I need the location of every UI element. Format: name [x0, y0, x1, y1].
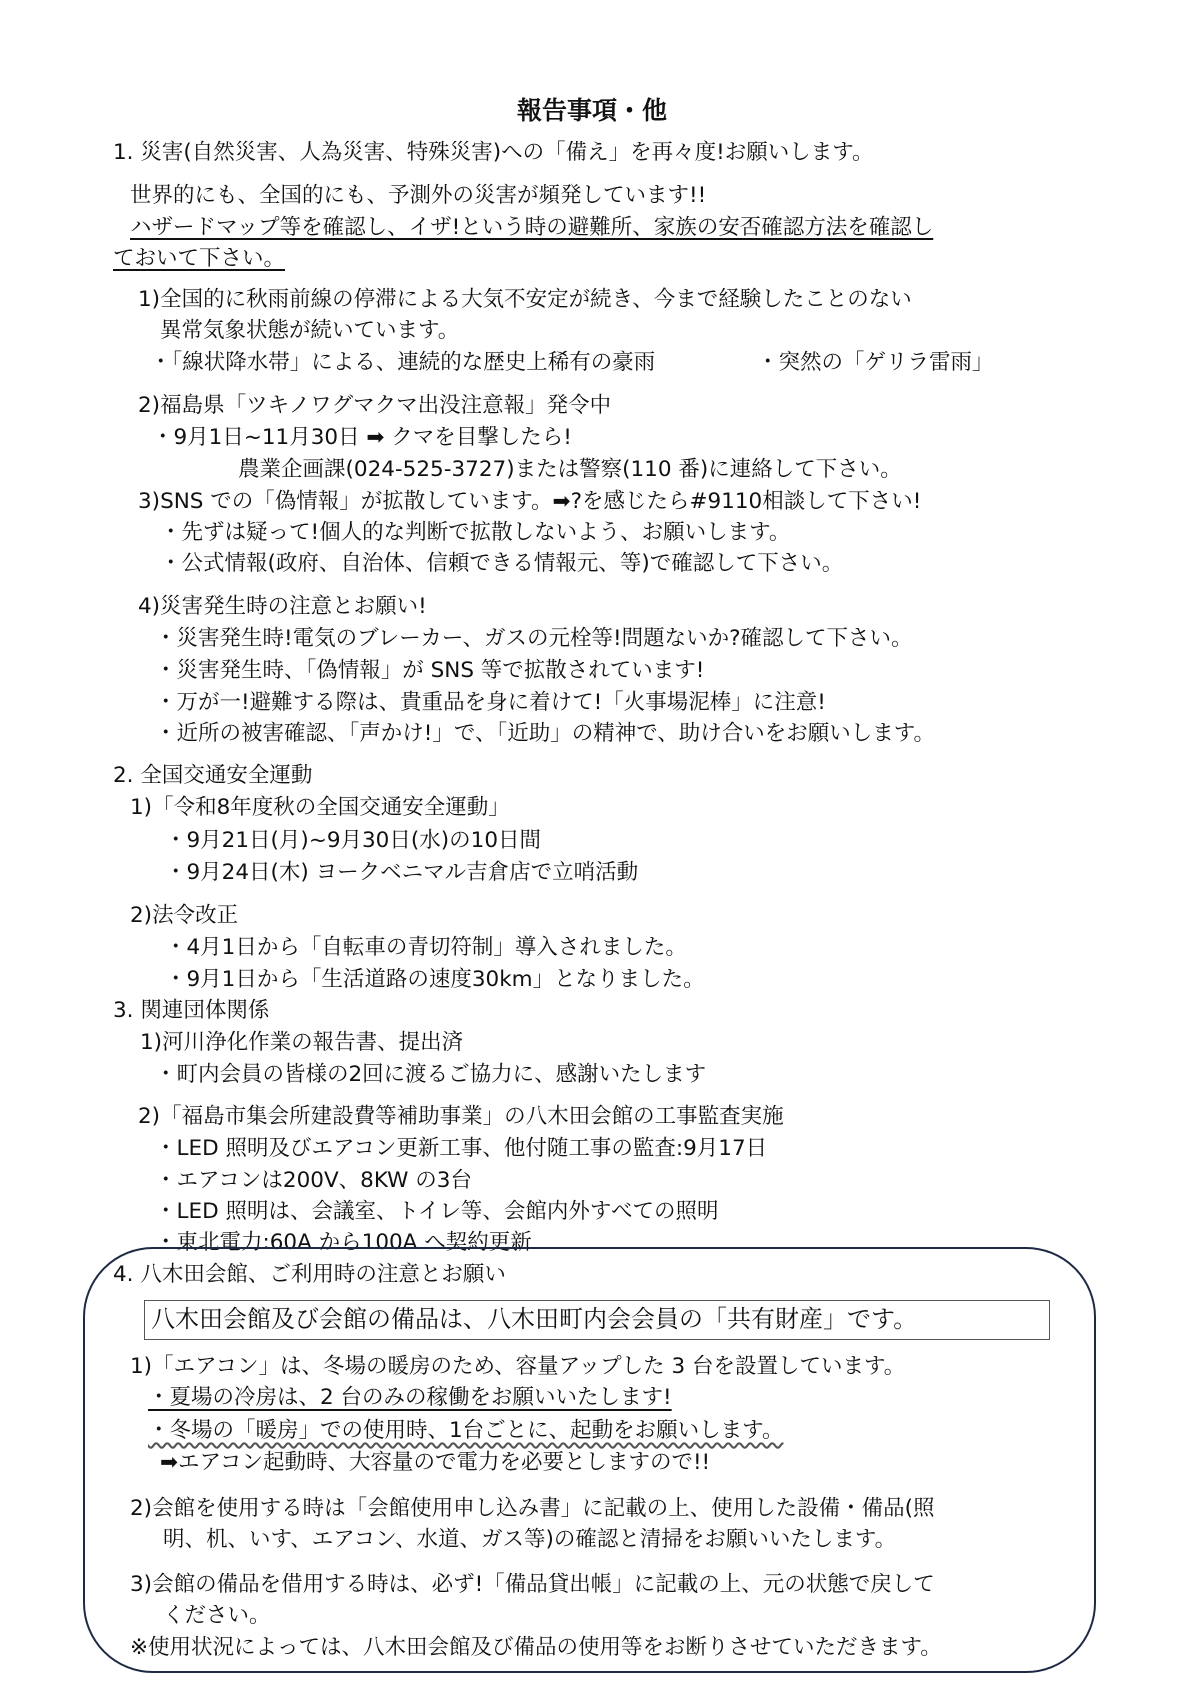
s1-item1-line1: 1)全国的に秋雨前線の停滞による大気不安定が続き、今まで経験したことのない	[138, 287, 912, 312]
s1-item1-bullet1: ・「線状降水帯」による、連続的な歴史上稀有の豪雨	[150, 350, 656, 375]
s2-item2-line1: 2)法令改正	[130, 903, 239, 928]
s1-item3-line1: 3)SNS での「偽情報」が拡散しています。➡?を感じたら#9110相談して下さい!	[138, 489, 922, 514]
s2-item1-bullet2: ・9月24日(木) ヨークベニマル吉倉店で立哨活動	[165, 860, 639, 885]
s1-item2-bullet2: 農業企画課(024-525-3727)または警察(110 番)に連絡して下さい。	[238, 457, 902, 482]
s1-item3-bullet2: ・公式情報(政府、自治体、信頼できる情報元、等)で確認して下さい。	[160, 551, 844, 576]
s1-item4-bullet4: ・近所の被害確認、「声かけ!」で、「近助」の精神で、助け合いをお願いします。	[155, 721, 936, 746]
page-title: 報告事項・他	[517, 96, 668, 125]
s1-item4-bullet3: ・万が一!避難する際は、貴重品を身に着けて!「火事場泥棒」に注意!	[155, 690, 826, 715]
s4-item1-bullet3: ➡エアコン起動時、大容量ので電力を必要としますので!!	[160, 1450, 711, 1475]
s1-item4-bullet2: ・災害発生時、「偽情報」が SNS 等で拡散されています!	[155, 658, 705, 683]
s4-item2-line2: 明、机、いす、エアコン、水道、ガス等)の確認と清掃をお願いいたします。	[163, 1527, 897, 1552]
s1-item4-line1: 4)災害発生時の注意とお願い!	[138, 594, 427, 619]
s2-item2-bullet1: ・4月1日から「自転車の青切符制」導入されました。	[165, 935, 687, 960]
s4-item2-line1: 2)会館を使用する時は「会館使用申し込み書」に記載の上、使用した設備・備品(照	[130, 1496, 935, 1521]
s4-usage-note: ※使用状況によっては、八木田会館及び備品の使用等をお断りさせていただきます。	[130, 1635, 942, 1660]
section-1-heading: 1. 災害(自然災害、人為災害、特殊災害)への「備え」を再々度!お願いします。	[113, 140, 874, 165]
s1-item1-line2: 異常気象状態が続いています。	[160, 318, 460, 343]
s3-item1-bullet1: ・町内会員の皆様の2回に渡るご協力に、感謝いたします	[155, 1062, 707, 1087]
shared-property-notice: 八木田会館及び会館の備品は、八木田町内会会員の「共有財産」です。	[151, 1305, 918, 1333]
section-2-heading: 2. 全国交通安全運動	[113, 763, 313, 788]
s3-item1-line1: 1)河川浄化作業の報告書、提出済	[140, 1030, 464, 1055]
section-1-emphasis-line-2: ておいて下さい。	[113, 246, 286, 271]
s1-item3-bullet1: ・先ずは疑って!個人的な判断で拡散しないよう、お願いします。	[160, 520, 791, 545]
s4-item1-bullet1: ・夏場の冷房は、2 台のみの稼働をお願いいたします!	[148, 1385, 672, 1410]
section-4-heading: 4. 八木田会館、ご利用時の注意とお願い	[113, 1262, 506, 1287]
section-1-emphasis-line-1: ハザードマップ等を確認し、イザ!という時の避難所、家族の安否確認方法を確認し	[130, 215, 934, 240]
s1-item2-bullet1: ・9月1日~11月30日 ➡ クマを目撃したら!	[152, 425, 572, 450]
s4-item1-line1: 1)「エアコン」は、冬場の暖房のため、容量アップした 3 台を設置しています。	[130, 1354, 906, 1379]
s3-item2-bullet1: ・LED 照明及びエアコン更新工事、他付随工事の監査:9月17日	[155, 1136, 768, 1161]
s3-item2-line1: 2)「福島市集会所建設費等補助事業」の八木田会館の工事監査実施	[138, 1104, 784, 1129]
s2-item2-bullet2: ・9月1日から「生活道路の速度30km」となりました。	[165, 967, 705, 992]
s4-item1-bullet2: ・冬場の「暖房」での使用時、1台ごとに、起動をお願いします。	[148, 1418, 784, 1443]
s1-item4-bullet1: ・災害発生時!電気のブレーカー、ガスの元栓等!問題ないか?確認して下さい。	[155, 626, 913, 651]
s1-item1-bullet2: ・突然の「ゲリラ雷雨」	[757, 350, 994, 375]
s3-item2-bullet3: ・LED 照明は、会議室、トイレ等、会館内外すべての照明	[155, 1199, 719, 1224]
s4-item3-line2: ください。	[163, 1603, 271, 1628]
s4-item3-line1: 3)会館の備品を借用する時は、必ず!「備品貸出帳」に記載の上、元の状態で戻して	[130, 1572, 935, 1597]
section-3-heading: 3. 関連団体関係	[113, 998, 270, 1023]
s2-item1-line1: 1)「令和8年度秋の全国交通安全運動」	[130, 795, 510, 820]
s3-item2-bullet2: ・エアコンは200V、8KW の3台	[155, 1168, 472, 1193]
s1-item2-line1: 2)福島県「ツキノワグマクマ出没注意報」発令中	[138, 393, 612, 418]
s2-item1-bullet1: ・9月21日(月)~9月30日(水)の10日間	[165, 828, 541, 853]
s3-item2-bullet4: ・東北電力:60A から100A へ契約更新	[155, 1230, 532, 1255]
section-1-intro: 世界的にも、全国的にも、予測外の災害が頻発しています!!	[130, 183, 707, 208]
